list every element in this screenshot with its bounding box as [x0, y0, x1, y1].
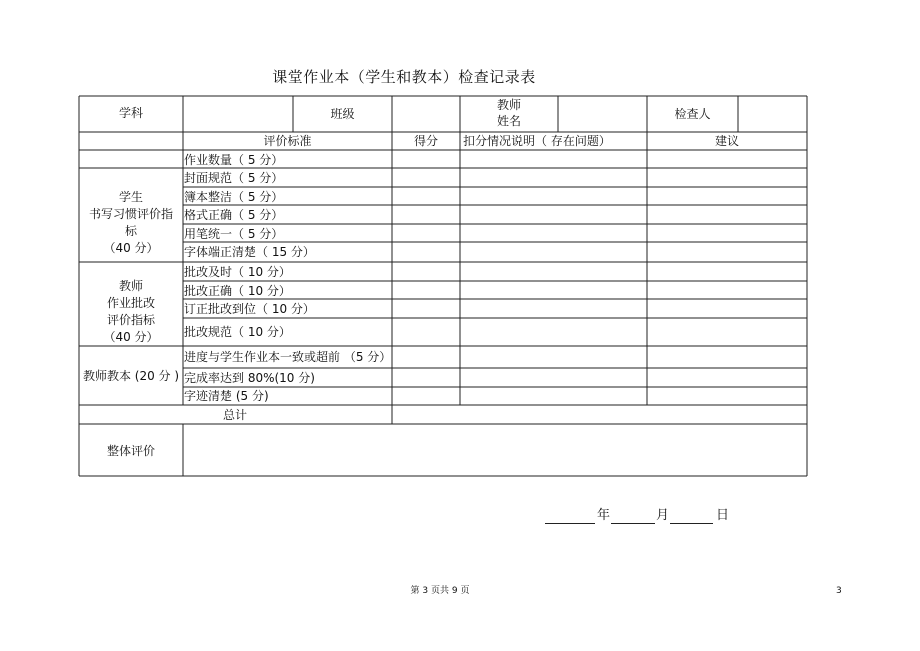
group-teacher-label-line2: 作业批改 — [106, 296, 155, 310]
title-text: 课堂作业本（学生和教本）检查记录表 — [272, 68, 536, 86]
subject-label: 学科 — [118, 106, 143, 120]
group-teacherbook-label: 教师教本 (20 分 ) — [82, 369, 180, 383]
group-student-label-line3: 标 — [124, 224, 137, 238]
inspector-label: 检查人 — [674, 107, 711, 121]
class-label: 班级 — [330, 107, 355, 121]
group-student-label-line2: 书写习惯评价指 — [88, 207, 173, 221]
column-header-score: 得分 — [413, 134, 438, 148]
column-header-suggestion: 建议 — [714, 134, 739, 148]
footer-page-number: 3 — [836, 586, 842, 596]
teacher-name-label-line2: 姓名 — [496, 114, 521, 128]
year-blank — [545, 523, 595, 524]
criteria-handwriting: 字体端正清楚（ 15 分） — [184, 245, 315, 259]
day-blank — [670, 523, 713, 524]
column-header-criteria: 评价标准 — [263, 134, 312, 148]
teacher-name-label-line1: 教师 — [496, 98, 521, 112]
group-student-label-line1: 学生 — [118, 190, 143, 204]
criteria-completion: 完成率达到 80%(10 分) — [184, 371, 315, 385]
year-label: 年 — [597, 508, 611, 523]
month-blank — [611, 523, 655, 524]
criteria-cover: 封面规范（ 5 分） — [184, 171, 284, 185]
criteria-format: 格式正确（ 5 分） — [184, 208, 284, 222]
criteria-timely: 批改及时（ 10 分） — [184, 265, 291, 279]
day-label: 日 — [716, 508, 730, 523]
overall-evaluation-label: 整体评价 — [106, 444, 155, 458]
month-label: 月 — [656, 508, 670, 523]
group-teacher-label-line3: 评价指标 — [106, 313, 155, 327]
criteria-pen: 用笔统一（ 5 分） — [184, 227, 284, 241]
criteria-correction: 订正批改到位（ 10 分） — [184, 302, 315, 316]
criteria-neatness: 簿本整洁（ 5 分） — [184, 190, 284, 204]
criteria-progress: 进度与学生作业本一致或超前 （5 分） — [184, 350, 392, 364]
group-student-label-line4: （40 分） — [103, 241, 159, 255]
criteria-standard: 批改规范（ 10 分） — [184, 325, 291, 339]
criteria-correct: 批改正确（ 10 分） — [184, 284, 291, 298]
group-teacher-label-line4: （40 分） — [103, 330, 159, 344]
footer-page-info: 第 3 页共 9 页 — [410, 586, 470, 596]
criteria-legible: 字迹清楚 (5 分) — [184, 389, 269, 403]
total-label: 总计 — [222, 408, 247, 422]
group-teacher-label-line1: 教师 — [118, 279, 143, 293]
criteria-homework-count: 作业数量（ 5 分） — [184, 153, 284, 167]
column-header-deduction: 扣分情况说明（ 存在问题） — [463, 134, 611, 148]
